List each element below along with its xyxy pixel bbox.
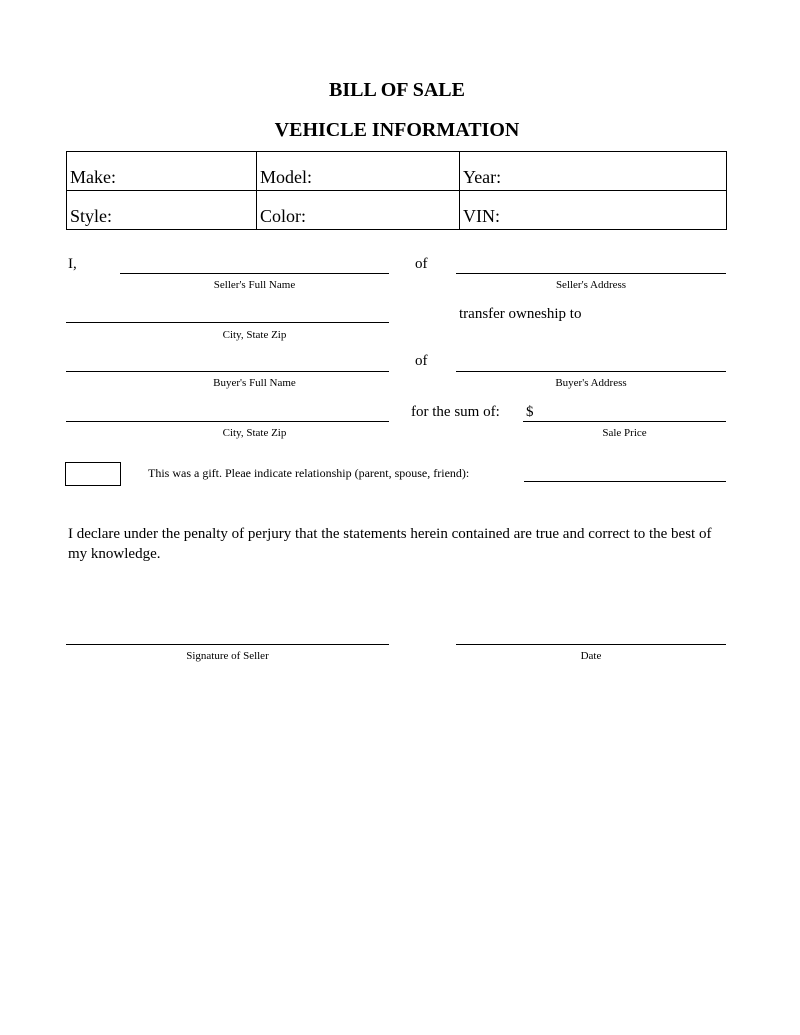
relationship-line[interactable] <box>524 481 726 482</box>
buyer-city-label: City, State Zip <box>222 427 287 439</box>
buyer-name-line[interactable] <box>66 371 389 372</box>
seller-name-line[interactable] <box>120 273 389 274</box>
seller-city-label: City, State Zip <box>222 329 287 341</box>
date-line[interactable] <box>456 644 726 645</box>
document-title: BILL OF SALE <box>329 79 465 101</box>
buyer-city-line[interactable] <box>66 421 389 422</box>
buyer-name-label: Buyer's Full Name <box>213 377 296 389</box>
buyer-address-line[interactable] <box>456 371 726 372</box>
sale-price-line[interactable] <box>523 421 726 422</box>
of-label: of <box>415 353 428 369</box>
buyer-address-label: Buyer's Address <box>555 377 627 389</box>
sale-price-label: Sale Price <box>602 427 647 439</box>
vin-field[interactable]: VIN: <box>460 191 727 230</box>
seller-signature-label: Signature of Seller <box>186 650 269 662</box>
section-title: VEHICLE INFORMATION <box>274 119 520 141</box>
seller-address-line[interactable] <box>456 273 726 274</box>
gift-checkbox[interactable] <box>65 462 121 486</box>
sum-label: for the sum of: <box>411 404 500 420</box>
dollar-sign: $ <box>526 404 534 420</box>
gift-text: This was a gift. Pleae indicate relationship (parent, spouse, friend): <box>148 466 470 480</box>
date-label: Date <box>580 650 602 662</box>
vehicle-info-table <box>66 151 727 230</box>
seller-city-line[interactable] <box>66 322 389 323</box>
model-field[interactable]: Model: <box>257 152 460 191</box>
seller-name-label: Seller's Full Name <box>213 279 296 291</box>
make-field[interactable]: Make: <box>67 152 257 191</box>
color-field[interactable]: Color: <box>257 191 460 230</box>
of-label: of <box>415 256 428 272</box>
seller-address-label: Seller's Address <box>555 279 627 291</box>
i-label: I, <box>68 256 77 272</box>
transfer-text: transfer owneship to <box>459 306 582 322</box>
style-field[interactable]: Style: <box>67 191 257 230</box>
seller-signature-line[interactable] <box>66 644 389 645</box>
year-field[interactable]: Year: <box>460 152 727 191</box>
declaration-text: I declare under the penalty of perjury that the statements herein contained are true and correct to the best of my knowledge. <box>68 526 712 562</box>
